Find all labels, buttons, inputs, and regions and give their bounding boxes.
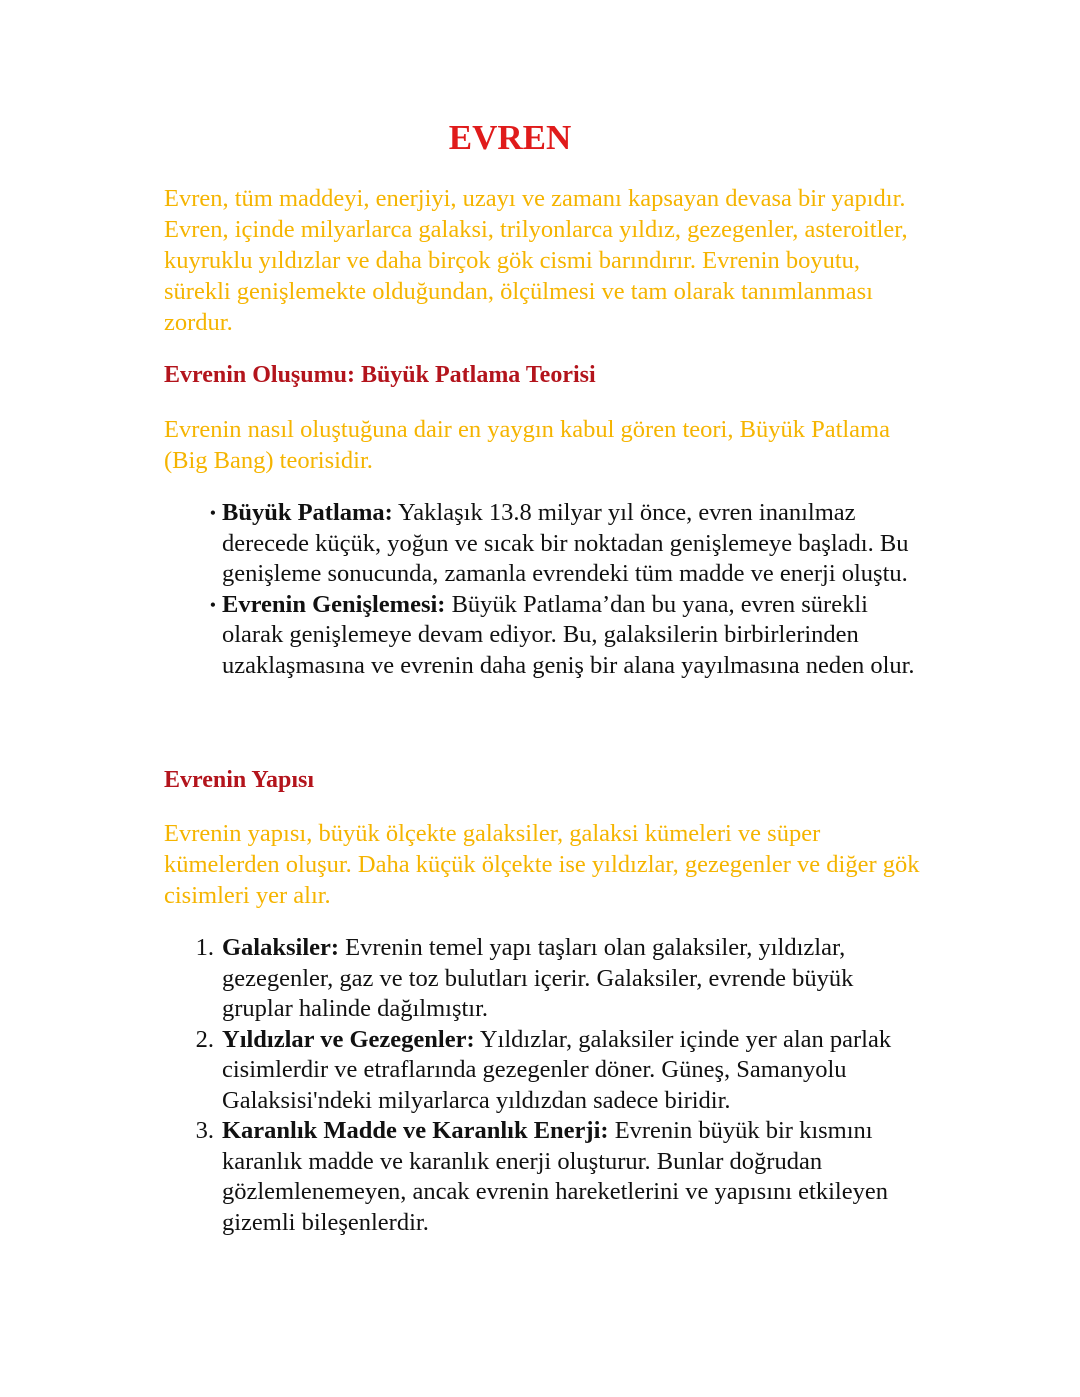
intro-paragraph: Evren, tüm maddeyi, enerjiyi, uzayı ve zamanı kapsayan devasa bir yapıdır. Evren, içinde milyarlarca galaksi, trilyonlarca yıldız, gezegenler, asteroitler, kuyruklu yıldızlar ve daha birçok gök cismi barındırır. Evrenin boyutu, sürekli genişlemekte olduğundan, ölçülmesi ve tam olarak tanımlanması zordur. bbox=[164, 185, 908, 336]
list-item bbox=[195, 933, 922, 1025]
list-item-text: Büyük Patlama’dan bu yana, evren sürekli olarak genişlemeye devam ediyor. Bu, galaksilerin birbirlerinden uzaklaşmasına ve evrenin daha geniş bir alana yayılmasına neden olur. bbox=[222, 590, 915, 679]
number-marker: 3. bbox=[195, 1117, 214, 1144]
list-item-term: Galaksiler: bbox=[222, 934, 340, 961]
list-item-text: Evrenin temel yapı taşları olan galaksiler, yıldızlar, gezegenler, gaz ve toz bulutları içerir. Galaksiler, evrende büyük gruplar halinde dağılmıştır. bbox=[222, 934, 854, 1022]
bullet-marker: • bbox=[209, 594, 216, 615]
formation-bullet-list bbox=[209, 498, 922, 681]
number-marker: 1. bbox=[195, 934, 214, 961]
list-item-term: Yıldızlar ve Gezegenler: bbox=[222, 1025, 475, 1053]
list-item-term: Evrenin Genişlemesi: bbox=[222, 590, 446, 618]
structure-paragraph: Evrenin yapısı, büyük ölçekte galaksiler, galaksi kümeleri ve süper kümelerden oluşur. Daha küçük ölçekte ise yıldızlar, gezegenler ve diğer gök cisimleri yer alır. bbox=[164, 820, 920, 909]
bullet-marker: • bbox=[209, 503, 216, 523]
list-item bbox=[195, 1116, 922, 1238]
list-item-term: Karanlık Madde ve Karanlık Enerji: bbox=[222, 1117, 609, 1144]
structure-numbered-list bbox=[195, 933, 922, 1238]
list-item-text: Yaklaşık 13.8 milyar yıl önce, evren inanılmaz derecede küçük, yoğun ve sıcak bir noktadan genişlemeye başladı. Bu genişleme sonucunda, zamanla evrendeki tüm madde ve enerji oluştu. bbox=[222, 499, 909, 587]
number-marker: 2. bbox=[195, 1025, 214, 1053]
list-item-term: Büyük Patlama: bbox=[222, 499, 393, 526]
section-heading-structure: Evrenin Yapısı bbox=[164, 767, 315, 793]
list-item bbox=[195, 1025, 922, 1117]
section-heading-formation: Evrenin Oluşumu: Büyük Patlama Teorisi bbox=[164, 362, 596, 388]
list-item-text: Yıldızlar, galaksiler içinde yer alan parlak cisimlerdir ve etraflarında gezegenler döner. Güneş, Samanyolu Galaksisi'ndeki milyarlarca yıldızdan sadece biridir. bbox=[222, 1025, 892, 1114]
list-item bbox=[209, 498, 922, 590]
document-title: EVREN bbox=[448, 118, 572, 157]
list-item bbox=[209, 590, 922, 682]
list-item-text: Evrenin büyük bir kısmını karanlık madde ve karanlık enerji oluşturur. Bunlar doğrudan gözlemlenemeyen, ancak evrenin hareketlerini ve yapısını etkileyen gizemli bileşenlerdir. bbox=[222, 1117, 888, 1236]
formation-paragraph: Evrenin nasıl oluştuğuna dair en yaygın kabul gören teori, Büyük Patlama (Big Bang) teorisidir. bbox=[164, 416, 890, 474]
